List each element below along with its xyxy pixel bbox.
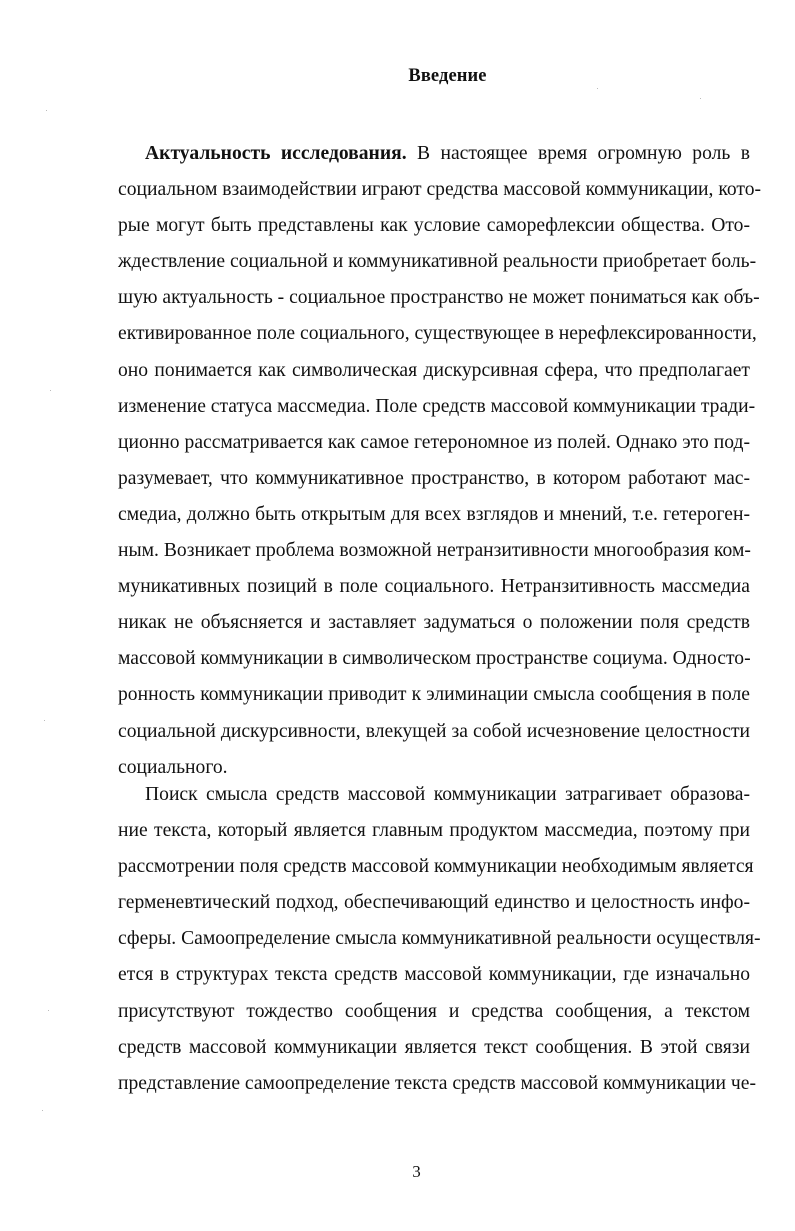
text-line-content: В настоящее время огромную роль в xyxy=(417,143,751,164)
page-number: 3 xyxy=(412,1162,421,1181)
text-line: муникативных позиций в поле социального. Нетранзитивность массмедиа xyxy=(118,576,750,598)
scan-speck xyxy=(48,1010,49,1011)
text-line: ционно рассматривается как самое гетерономное из полей. Однако это под- xyxy=(118,431,750,453)
text-line xyxy=(118,136,750,172)
text-line: ным. Возникает проблема возможной нетранзитивности многообразия ком- xyxy=(118,540,751,562)
text-line: рые могут быть представлены как условие саморефлексии общества. Ото- xyxy=(118,215,750,237)
scan-speck xyxy=(597,88,598,89)
scan-speck xyxy=(42,1110,43,1111)
text-line: социальном взаимодействии играют средства массовой коммуникации, кото- xyxy=(118,179,762,201)
text-line: ние текста, который является главным продуктом массмедиа, поэтому при xyxy=(118,820,750,842)
scan-speck xyxy=(700,98,701,99)
text-line: ронность коммуникации приводит к элиминации смысла сообщения в поле xyxy=(118,684,750,706)
text-line: никак не объясняется и заставляет задуматься о положении поля средств xyxy=(118,612,750,634)
text-line: массовой коммуникации в символическом пространстве социума. Односто- xyxy=(118,648,751,670)
text-line: шую актуальность - социальное пространство не может пониматься как объ- xyxy=(118,287,760,309)
paragraph-relevance xyxy=(118,136,762,786)
paragraph-meaning-search xyxy=(118,777,761,1102)
text-line: сферы. Самоопределение смысла коммуникативной реальности осуществля- xyxy=(118,928,761,950)
scan-speck xyxy=(46,110,47,111)
text-line: социального. xyxy=(118,756,228,778)
text-line: рассмотрении поля средств массовой коммуникации необходимым является xyxy=(118,856,754,878)
text-line: оно понимается как символическая дискурсивная сфера, что предполагает xyxy=(118,359,750,381)
text-line: представление самоопределение текста средств массовой коммуникации че- xyxy=(118,1072,756,1094)
text-line: герменевтический подход, обеспечивающий единство и целостность инфо- xyxy=(118,892,750,914)
text-line: социальной дискурсивности, влекущей за собой исчезновение целостности xyxy=(118,720,750,742)
scan-speck xyxy=(44,720,45,721)
text-line: ждествление социальной и коммуникативной реальности приобретает боль- xyxy=(118,251,757,273)
text-line: ется в структурах текста средств массовой коммуникации, где изначально xyxy=(118,964,750,986)
text-line: разумевает, что коммуникативное пространство, в котором работают мас- xyxy=(118,467,750,489)
text-line: присутствуют тождество сообщения и средства сообщения, а текстом xyxy=(118,1000,750,1022)
scan-speck xyxy=(50,390,51,391)
text-line: средств массовой коммуникации является текст сообщения. В этой связи xyxy=(118,1036,750,1058)
text-line: смедиа, должно быть открытым для всех взглядов и мнений, т.е. гетероген- xyxy=(118,503,750,525)
section-heading: Введение xyxy=(408,66,487,86)
text-line: изменение статуса массмедиа. Поле средств массовой коммуникации тради- xyxy=(118,395,756,417)
text-line: ективированное поле социального, существующее в нерефлексированности, xyxy=(118,323,757,345)
paragraph-lead: Актуальность исследования. xyxy=(145,143,407,164)
text-line: Поиск смысла средств массовой коммуникации затрагивает образова- xyxy=(145,784,750,805)
